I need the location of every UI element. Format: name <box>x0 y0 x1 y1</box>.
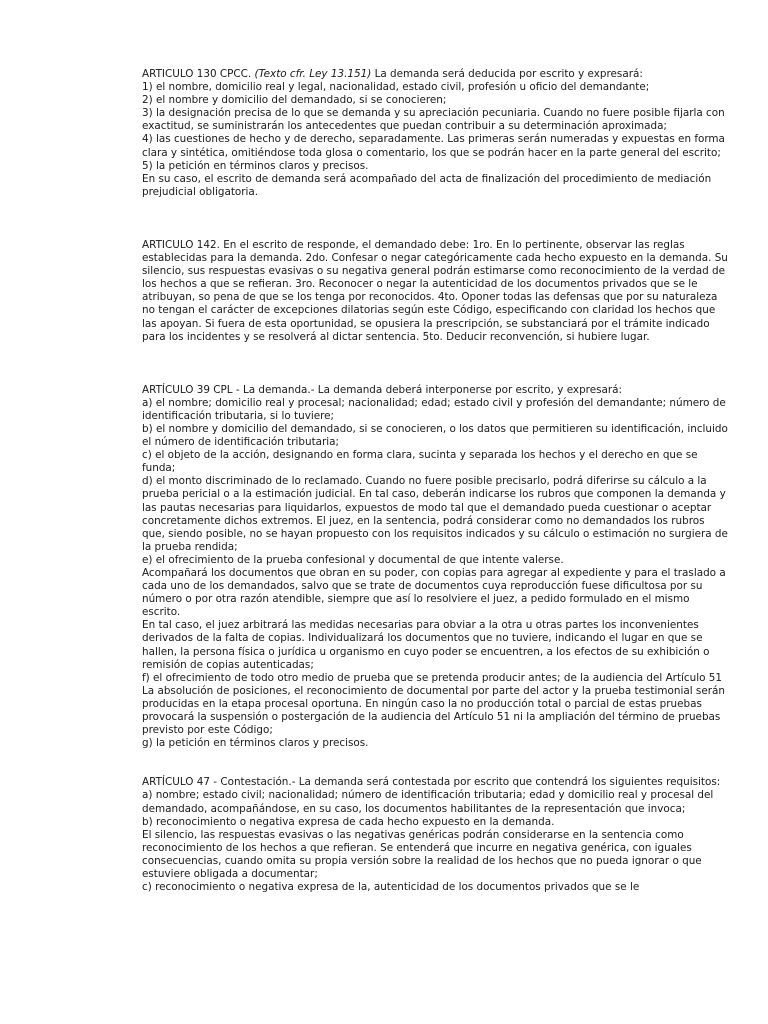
article-39-documents-paragraph: Acompañará los documentos que obran en su poder, con copias para agregar al expediente y para el traslado a cada uno de los demandados, salvo que se trate de documentos cuya reproducción fuese dificultosa por su número o por otra razón atendible, siempre que así lo resolviere el juez, a pedido formulado en el mismo escrito. <box>142 567 726 619</box>
article-39-item-b: b) el nombre y domicilio del demandado, si se conocieren, o los datos que permitieren su identificación, incluido el número de identificación tributaria; <box>142 422 728 449</box>
article-39-section <box>142 384 728 751</box>
article-130-heading-line <box>142 68 728 81</box>
article-47-intro: - Contestación.- La demanda será contestada por escrito que contendrá los siguientes requisitos: <box>213 776 721 789</box>
article-130-closing: En su caso, el escrito de demanda será acompañado del acta de finalización del procedimiento de mediación prejudicial obligatoria. <box>142 172 712 198</box>
article-130-item-3: 3) la designación precisa de lo que se demanda y su apreciación pecuniaria. Cuando no fuere posible fijarla con exactitud, se suministrarán los antecedentes que puedan contribuir a su determinación aproximada; <box>142 107 725 133</box>
article-39-item-a: a) el nombre; domicilio real y procesal; nacionalidad; edad; estado civil y profesión del demandante; número de identificación tributaria, si lo tuviere; <box>142 396 726 422</box>
article-130-heading: ARTICULO 130 CPCC. <box>142 68 252 80</box>
article-47-item-c: c) reconocimiento o negativa expresa de la, autenticidad de los documentos privados que se le <box>142 881 640 894</box>
article-142-section <box>142 239 728 344</box>
article-47-item-b: b) reconocimiento o negativa expresa de cada hecho expuesto en la demanda. <box>142 815 555 828</box>
article-39-heading: ARTÍCULO 39 CPL <box>142 383 233 396</box>
article-47-heading-line <box>142 776 728 789</box>
article-142-heading: ARTICULO 142. <box>142 238 220 251</box>
article-130-section <box>142 68 728 199</box>
article-47-section <box>142 776 728 894</box>
article-47-silence-paragraph: El silencio, las respuestas evasivas o las negativas genéricas podrán considerarse en la sentencia como reconocimiento de los hechos a que refieran. Se entenderá que incurre en negativa genérica, con iguales consecuencias, cuando omita su propia versión sobre la realidad de los hechos que no pueda ignorar o que estuviere obligada a documentar; <box>142 828 702 880</box>
article-39-item-g: g) la petición en términos claros y precisos. <box>142 737 369 750</box>
article-39-item-c: c) el objeto de la acción, designando en forma clara, sucinta y separada los hechos y el derecho en que se funda; <box>142 449 698 475</box>
article-130-item-5: 5) la petición en términos claros y precisos. <box>142 159 369 172</box>
article-130-item-1: 1) el nombre, domicilio real y legal, nacionalidad, estado civil, profesión u oficio del demandante; <box>142 81 650 94</box>
article-130-item-4: 4) las cuestiones de hecho y de derecho, separadamente. Las primeras serán numeradas y expuestas en forma clara y sintética, omitiéndose toda glosa o comentario, los que se podrán hacer en la parte general del escrito; <box>142 133 725 159</box>
article-142-body: En el escrito de responde, el demandado debe: 1ro. En lo pertinente, observar las reglas establecidas para la demanda. 2do. Confesar o negar categóricamente cada hecho expuesto en la demanda. Su silencio, sus respuestas evasivas o su negativa general podrán estimarse como reconocimiento de la verdad de los hechos a que se refieran. 3ro. Reconocer o negar la autenticidad de los documentos privados que se le atribuyan, so pena de que se los tenga por reconocidos. 4to. Oponer todas las defensas que por su naturaleza no tengan el carácter de excepciones dilatorias según este Código, especificando con claridad los hechos que las apoyan. Si fuera de esta oportunidad, se opusiera la prescripción, se substanciará por el trámite indicado para los incidentes y se resolverá al dictar sentencia. 5to. Deducir reconvención, si hubiere lugar. <box>142 238 728 343</box>
article-47-item-a: a) nombre; estado civil; nacionalidad; número de identificación tributaria; edad y domicilio real y procesal del demandado, acompañándose, en su caso, los documentos habilitantes de la representación que invoca; <box>142 789 714 815</box>
article-39-copies-paragraph: En tal caso, el juez arbitrará las medidas necesarias para obviar a la otra u otras partes los inconvenientes derivados de la falta de copias. Individualizará los documentos que no tuviere, indicando el lugar en que se hallen, la persona física o jurídica u organismo en cuyo poder se encuentren, a los efectos de su exhibición o remisión de copias autenticadas; <box>142 619 710 671</box>
article-39-item-e: e) el ofrecimiento de la prueba confesional y documental de que intente valerse. <box>142 553 564 566</box>
article-130-law-reference: (Texto cfr. Ley 13.151) <box>254 68 372 80</box>
article-39-item-f: f) el ofrecimiento de todo otro medio de prueba que se pretenda producir antes; de la audiencia del Artículo 51 La absolución de posiciones, el reconocimiento de documental por parte del actor y la prueba testimonial serán producidas en la etapa procesal oportuna. En ningún caso la no producción total o parcial de estas pruebas provocará la suspensión o postergación de la audiencia del Artículo 51 ni la ampliación del término de pruebas previsto por este Código; <box>142 671 725 737</box>
article-130-item-2: 2) el nombre y domicilio del demandado, si se conocieren; <box>142 94 447 107</box>
article-39-item-d: d) el monto discriminado de lo reclamado. Cuando no fuere posible precisarlo, podrá diferirse su cálculo a la prueba pericial o a la estimación judicial. En tal caso, deberán indicarse los rubros que componen la demanda y las pautas necesarias para liquidarlos, expuestos de modo tal que el demandado pueda cuestionar o aceptar concretamente dichos extremos. El juez, en la sentencia, podrá considerar como no demandados los rubros que, siendo posible, no se hayan propuesto con los requisitos indicados y su cálculo o estimación no surgiera de la prueba rendida; <box>142 475 728 553</box>
article-39-heading-line <box>142 384 728 397</box>
article-47-heading: ARTÍCULO 47 <box>142 776 210 789</box>
article-142-paragraph <box>142 239 728 344</box>
article-39-intro: - La demanda.- La demanda deberá interponerse por escrito, y expresará: <box>235 383 623 396</box>
article-130-intro: La demanda será deducida por escrito y expresará: <box>374 68 643 80</box>
